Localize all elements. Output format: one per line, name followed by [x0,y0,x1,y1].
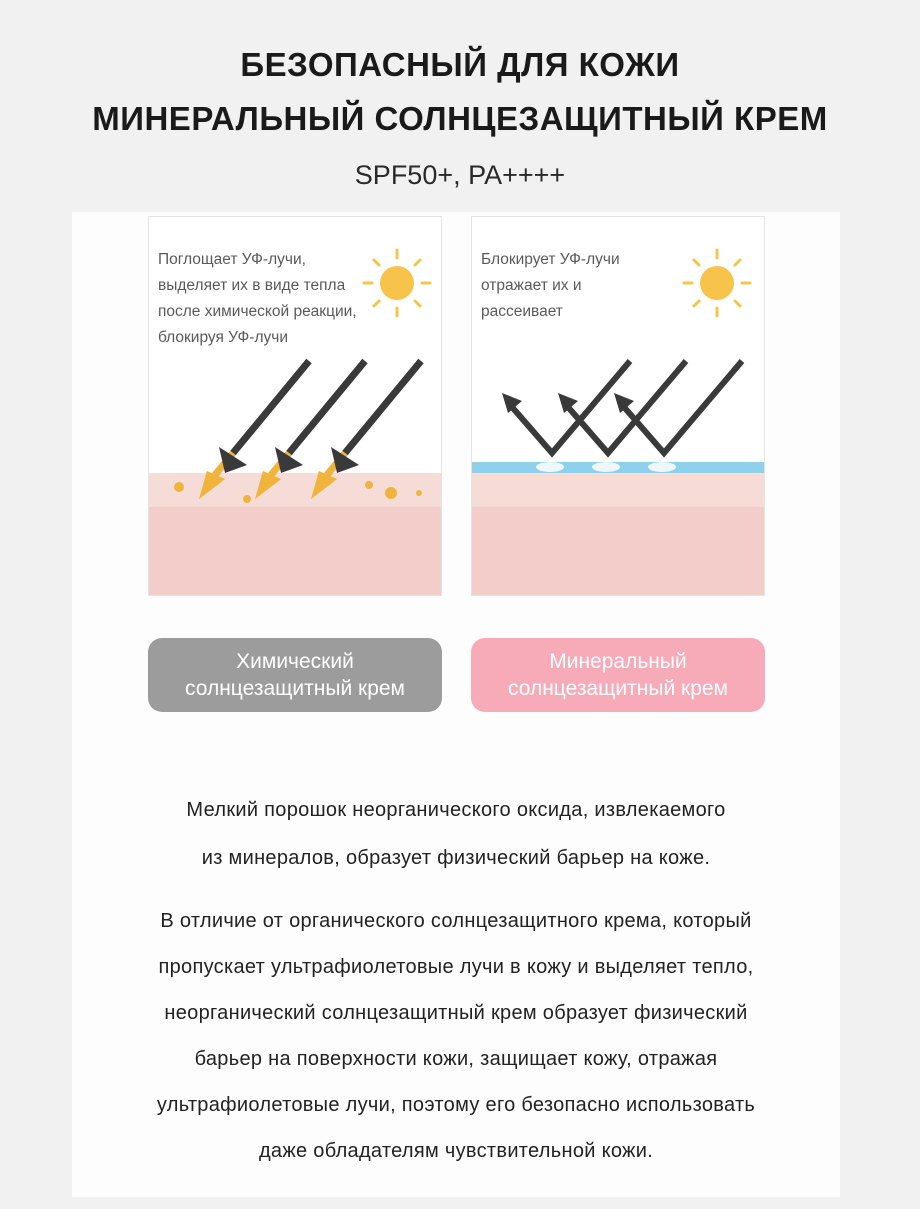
para2-line2: пропускает ультрафиолетовые лучи в кожу и выделяет тепло, [158,956,754,978]
para2-line4: барьер на поверхности кожи, защищает кожу, отражая [194,1048,718,1070]
para1-line1: Мелкий порошок неорганического оксида, извлекаемого [186,799,726,821]
chemical-description: Поглощает УФ-лучи, выделяет их в виде тепла после химической реакции, блокируя УФ-лучи [158,251,357,346]
chemical-label-line2: солнцезащитный крем [185,677,405,700]
chemical-label-line1: Химический [236,650,354,673]
skin-top-layer [149,473,442,507]
mineral-label-line1: Минеральный [549,650,687,673]
mineral-sunscreen-label [471,638,765,712]
intro-paragraph [72,786,840,882]
para2-line3: неорганический солнцезащитный крем образует физический [164,1002,748,1024]
mineral-label-line2: солнцезащитный крем [508,677,728,700]
comparison-paragraph [72,898,840,1174]
skin-bottom-layer [472,507,765,596]
para2-line1: В отличие от органического солнцезащитного крема, который [160,910,752,932]
para2-line6: даже обладателям чувствительной кожи. [258,1140,654,1162]
para1-line2: из минералов, образует физический барьер на коже. [201,847,711,869]
spf-subtitle: SPF50+, PA++++ [354,160,566,190]
skin-top-layer [472,473,765,507]
chemical-diagram-panel [148,216,442,596]
page-title-line2: МИНЕРАЛЬНЫЙ СОЛНЦЕЗАЩИТНЫЙ КРЕМ [92,100,828,137]
chemical-sunscreen-label [148,638,442,712]
page-title-line1: БЕЗОПАСНЫЙ ДЛЯ КОЖИ [240,46,680,83]
para2-line5: ультрафиолетовые лучи, поэтому его безопасно использовать [156,1094,756,1116]
sun-icon [684,250,750,316]
skin-bottom-layer [149,507,442,596]
mineral-diagram-panel [471,216,765,596]
mineral-description: Блокирует УФ-лучи отражает их и рассеивает [481,251,620,320]
sun-icon [364,250,430,316]
